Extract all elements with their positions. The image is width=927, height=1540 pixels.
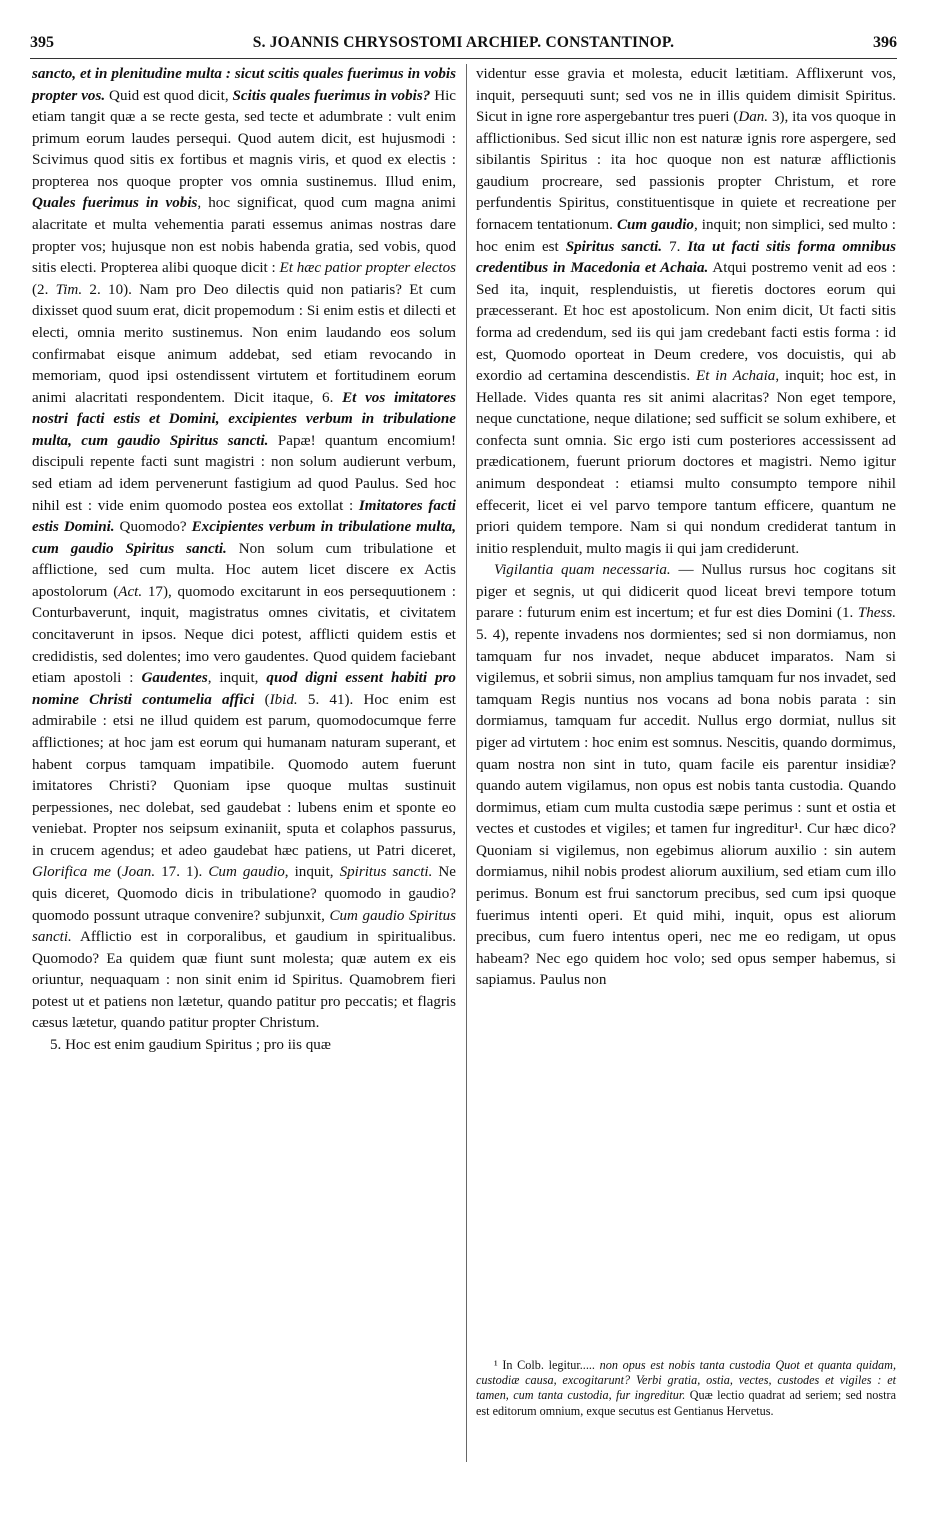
page-number-right: 396 (873, 34, 897, 51)
text-run: 7. (662, 238, 688, 255)
column-divider (466, 64, 467, 1462)
text-run: ( (110, 864, 122, 881)
paragraph (476, 560, 896, 992)
text-run: Ita ut facti sitis forma omnibus credentibus in Macedonia et Achaia. (476, 238, 897, 277)
text-run: Atqui postremo venit ad eos : Sed ita, inquit, resplenduistis, ut fieretis doctores eorum qui præcesserant. Et hoc est apostolicum. Non enim dicit, Ut facti sitis forma ad credendum, sed iis qui jam credebant facti estis forma : id est, Quomodo oporteat in Deum credere, vos docuistis, qui ab exordio ad certamina descendistis. (476, 260, 896, 385)
text-run: , hoc significat, quod cum magna animi alacritate et multa vehementia parati essemus animas nostras dare propter vos; hujusque non est nobis habenda gratia, sed vobis, quod sitis electi. Propterea alibi quoque dicit : (32, 195, 456, 277)
text-run: videntur esse gravia et molesta, educit lætitiam. Afflixerunt vos, inquit, persequuti sunt; sed vos ne in illis quidem dimisit Spiritus. Sicut in igne rore aspergebantur tres pueri ( (476, 66, 896, 126)
text-run: Et hæc patior propter electos (279, 260, 456, 277)
footnote (476, 1358, 896, 1419)
text-run: Act. (118, 583, 143, 600)
text-run: Quomodo? (114, 519, 192, 536)
text-run: Quid est quod dicit, (105, 87, 233, 104)
paragraph (32, 64, 456, 1035)
text-run: non opus est nobis tanta custodia Quot et quanta quidam, custodiæ causa, excogitarunt? Verbi gratia, ostia, vectes, custodes et vigiles : et tamen, cum tanta custodia, fur ingreditur. (476, 1358, 896, 1403)
running-title: S. JOANNIS CHRYSOSTOMI ARCHIEP. CONSTANTINOP. (252, 34, 675, 51)
text-run: 17. 1). (155, 864, 209, 881)
text-run: Quæ lectio quadrat ad seriem; sed nostra est editorum omnium, exque secutus est Gentianus Hervetus. (476, 1388, 896, 1418)
text-run: Cum gaudio Spiritus sancti. (32, 907, 456, 946)
running-header (30, 34, 897, 60)
right-column (476, 64, 896, 992)
text-run: Dan. (738, 109, 769, 126)
left-column (32, 64, 456, 1057)
text-run: Joan. (121, 864, 156, 881)
text-run: Excipientes verbum in tribulatione multa, cum gaudio Spiritus sancti. (32, 519, 456, 557)
text-run: , inquit; non simplici, sed multo : hoc enim est (476, 217, 897, 255)
text-run: Hic etiam tangit quæ a se recte gesta, sed tecte et adumbrate : vult enim primum eorum laudes persequi. Quod autem dicit, est hujusmodi : Scivimus quod sitis ex fortibus et magnis viris, et quod ex electis : propterea nos quoque propter vos omnia sustinemus. Illud enim, (32, 87, 456, 190)
text-run: quod digni essent habiti pro nomine Christi contumelia affici (32, 670, 456, 708)
text-run: 3), ita vos quoque in afflictionibus. Sed sicut illic non est naturæ ignis rore aspergere, sed sibilantis Spiritus : ita hoc quoque non est naturæ afflictionis gaudium procreare, sed passionis propter Christum, et rore perfundentis Spiritus, constituentisque in quiete et recreatione per fornacem tentationum. (476, 109, 896, 234)
text-run: Cum gaudio (616, 217, 694, 234)
text-run: — Nullus rursus hoc cogitans sit piger et segnis, ut qui didicerit quod liceat brevi tempore totum parare : futurum enim est incertum; et fur est dies Domini (1. (476, 562, 896, 622)
text-run: Thess. (857, 605, 896, 622)
text-run: 5. Hoc est enim gaudium Spiritus ; pro iis quæ (50, 1037, 331, 1054)
text-run: 2. 10). Nam pro Deo dilectis quid non patiaris? Et cum dixisset quod suum erat, dicit propemodum : Si enim estis et dilecti et electi, omnia merito sustinemus. Non enim laudando eos solum confirmabat eisque animum addebat, sed etiam revocando in memoriam, quod ipsi ostendissent virtutem et fortitudinem eorum animi alacritati respondentem. Dicit itaque, 6. (32, 281, 456, 406)
text-run: Cum gaudio (208, 864, 285, 881)
text-run: Gaudentes (141, 670, 208, 687)
text-run: Afflictio est in corporalibus, et gaudium in spiritualibus. Quomodo? Ea quidem quæ fiunt sunt molesta; quæ autem ex eis oriuntur, nequaquam : non sinit enim id Spiritus. Quamobrem fieri potest ut et patiens non lætetur, quando patitur pro peccatis; et flagris cæsus lætetur, quando patitur propter Christum. (32, 929, 456, 1032)
text-run: Et in Achaia (695, 368, 776, 385)
text-run: Quales fuerimus in vobis (32, 195, 198, 212)
text-run: Tim. (55, 281, 83, 298)
paragraph (32, 1035, 456, 1057)
text-run: Imitatores facti estis Domini. (32, 497, 456, 536)
page-number-left: 395 (30, 34, 54, 51)
text-run: Non solum cum tribulatione et afflictione, sed cum multa. Hoc autem licet discere ex Actis apostolorum ( (32, 540, 456, 600)
text-run: Spiritus sancti. (339, 864, 433, 881)
text-run: Scitis quales fuerimus in vobis? (232, 87, 431, 104)
text-run: ¹ In Colb. legitur..... (494, 1358, 600, 1372)
text-run: Ibid. (269, 691, 298, 708)
text-run: Vigilantia quam necessaria. (494, 562, 671, 579)
text-run: , inquit; hoc est, in Hellade. Vides quanta res sit animi alacritas? Non eget tempore, neque cunctatione, neque dilatione; sed sufficit se solum exhibere, et confecta sunt omnia. Sic ergo isti cum posteriores accessissent ad prædicationem, fuerunt priorum doctores et magistri. Nemo igitur animum despondeat : etiamsi multo consumpto tempore nihil effecerit, licet ei vel parvo tempore tantum efficere, quantum ne priori quidem tempore. Nam si qui nondum crediderat tantum in initio resplenduit, multo magis ii qui jam crediderunt. (476, 368, 896, 557)
text-run: ( (254, 691, 270, 708)
text-run: sancto, et in plenitudine multa : sicut scitis quales fuerimus in vobis propter vos. (32, 66, 456, 104)
text-run: Et vos imitatores nostri facti estis et Domini, excipientes verbum in tribulatione multa, cum gaudio Spiritus sancti. (32, 389, 456, 449)
text-run: Spiritus sancti. (565, 238, 663, 255)
text-run: 17), quomodo excitarunt in eos persequutionem : Conturbaverunt, inquit, magistratus omnes civitatis, et civitatem concitaverunt in ipsos. Neque dici potest, afflicti quidem estis et credidistis, sed dolentes; imo vero gaudentes. Quod quidem faciebant etiam apostoli : (32, 583, 457, 687)
text-run: Glorifica me (32, 864, 111, 881)
footnote-text (476, 1358, 896, 1419)
text-run: 5. 41). Hoc enim est admirabile : etsi ne illud quidem est parum, quomodocumque ferre afflictiones; at hoc jam est eorum qui humanam naturam superant, et habent corpus tamquam impatibile. Quomodo autem fuerunt imitatores Christi? Quoniam ipse quoque multas sustinuit perpessiones, nec dolebat, sed gaudebat : lubens enim et sponte eo veniebat. Propter nos seipsum exinaniit, sputa et colaphos passurus, in crucem agendus; et adeo gaudebat hæc patiens, ut Patri diceret, (32, 691, 456, 859)
text-run: Ne quis diceret, Quomodo dicis in tribulatione? quomodo in gaudio? quomodo possunt utraque convenire? subjunxit, (32, 864, 456, 924)
text-run: Papæ! quantum encomium! discipuli repente facti sunt magistri : non solum audierunt verbum, sed etiam ad idem pervenerunt fastigium ad quod Paulus. Sed hoc nihil est : vide enim quomodo postea eos extollat : (32, 432, 456, 514)
text-run: , inquit, (207, 670, 267, 687)
paragraph (476, 64, 896, 560)
header-rule (30, 58, 897, 59)
text-run: , inquit, (284, 864, 340, 881)
text-run: 5. 4), repente invadens nos dormientes; sed si non dormiamus, non tamquam fur nos invadet, neque abducet imparatos. Nam si vigilemus, et sobrii simus, non amplius tamquam fur nos invadet, sed tamquam Regis nuntius nos vocans ad bona nobis parata : sin dormiamus, tamquam fur accedit. Nullus ergo dormiat, nullus sit piger ad virtutem : hoc enim est somnus. Nescitis, quando dormimus, quam nostra non sint in tuto, quam facile eis parentur insidiæ? quando autem vigilamus, non opus est nobis tanta custodia. Quando dormimus, etiam cum multa custodia sæpe perimus : sunt et ostia et vectes et custodes et vigiles; et tamen fur ingreditur¹. Cur hæc dico? Quoniam si vigilemus, non egebimus aliorum auxilio : sin autem dormiamus, nihil nobis prodest aliorum auxilium, sed etiam cum illo perimus. Bonum est frui sanctorum precibus, sed cum ipsi quoque fuerimus intenti operi. Et quid mihi, inquit, opus est aliorum precibus, cum fuero intentus operi, nec me eo redigam, ut opus habeam? Nec ego quidem hoc volo; sed opus semper habemus, si sapiamus. Paulus non (476, 627, 896, 989)
text-run: (2. (32, 281, 56, 298)
